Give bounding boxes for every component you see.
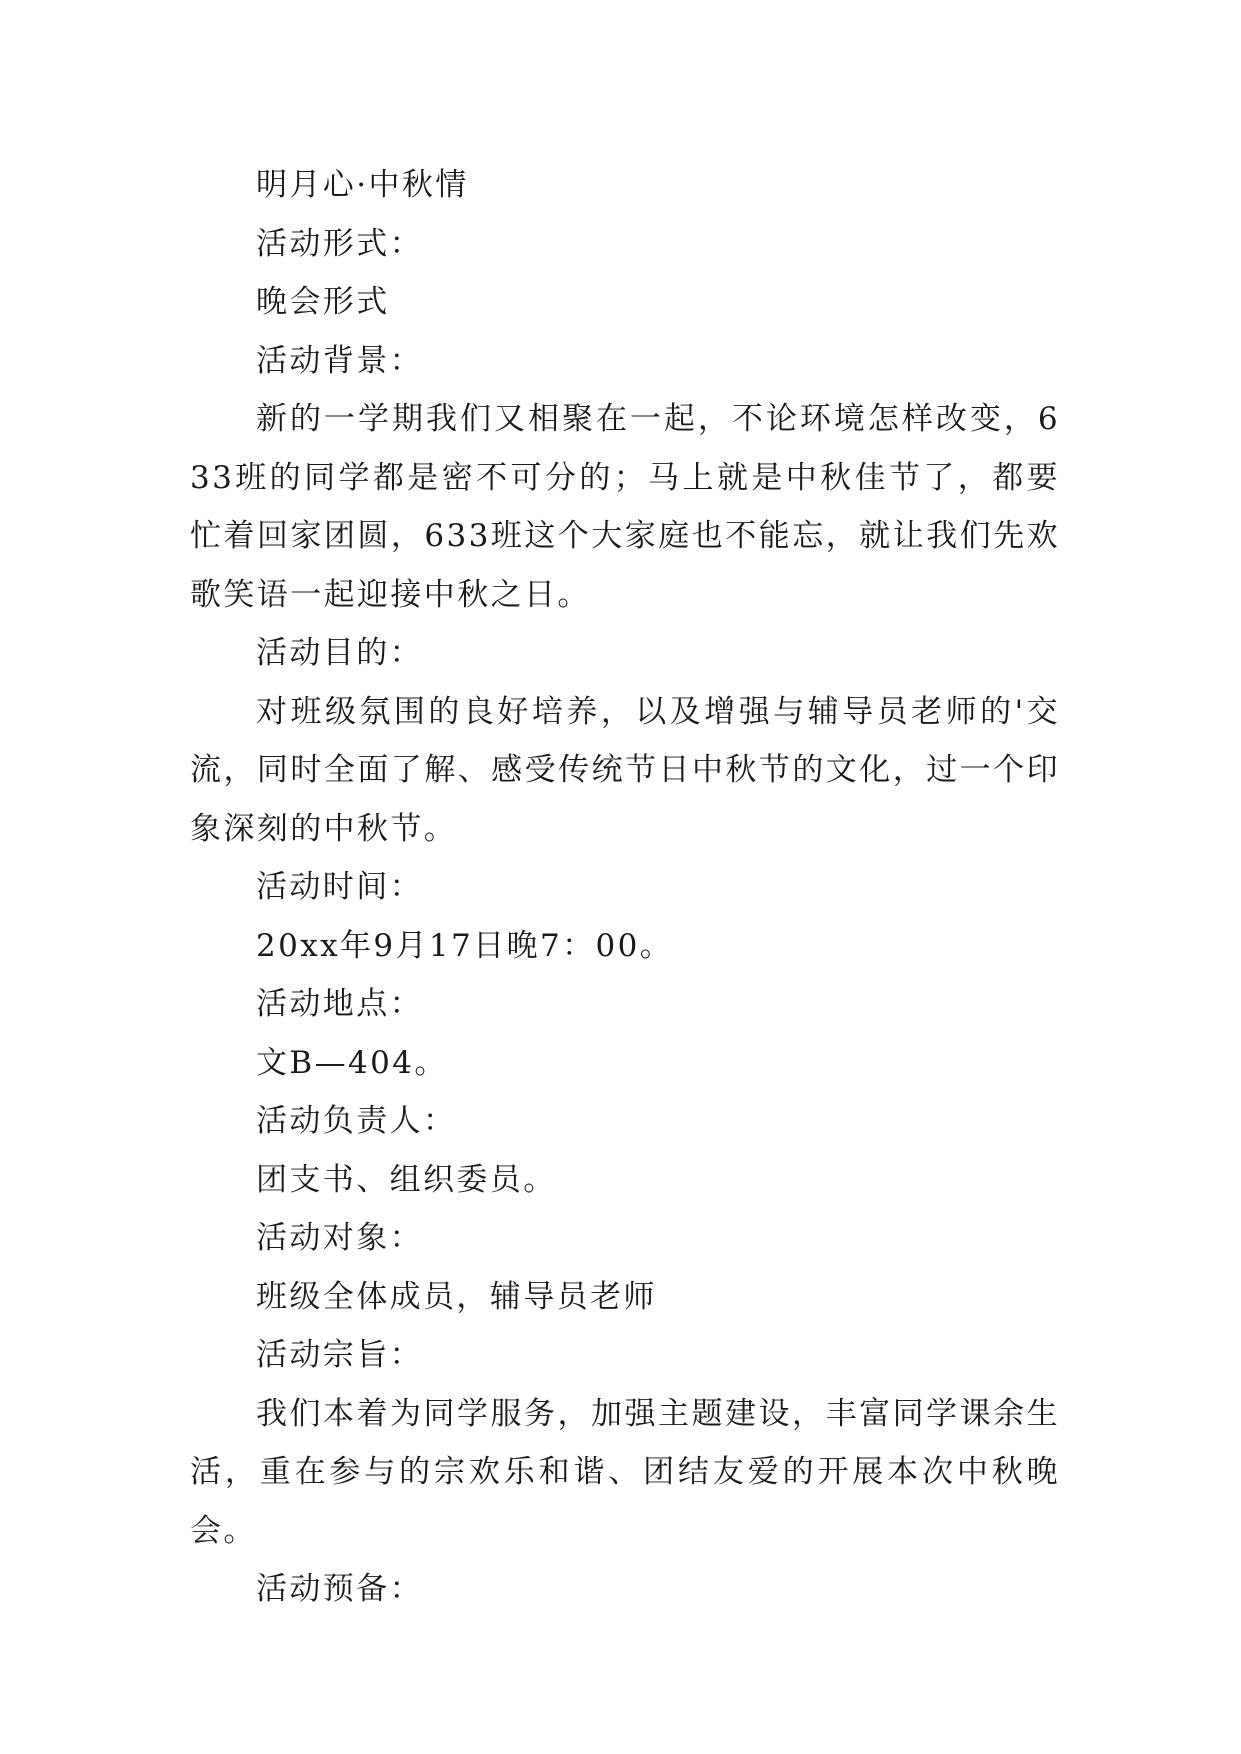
heading-activity-purpose-statement: 活动宗旨： (256, 1337, 423, 1373)
paragraph-activity-purpose-statement: 我们本着为同学服务，加强主题建设，丰富同学课余生活，重在参与的宗欢乐和谐、团结友爱的开展本次中秋晚会。 (190, 1395, 1060, 1549)
heading-activity-leader: 活动负责人： (256, 1103, 457, 1139)
heading-activity-form: 活动形式： (256, 225, 423, 262)
paragraph-activity-form: 晚会形式 (256, 284, 390, 320)
paragraph-activity-audience: 班级全体成员，辅导员老师 (256, 1278, 657, 1315)
paragraph-activity-location: 文B—404。 (256, 1044, 448, 1081)
heading-activity-preparation: 活动预备： (256, 1571, 423, 1607)
document-body (190, 156, 1060, 1619)
heading-activity-location: 活动地点： (256, 986, 423, 1022)
heading-activity-audience: 活动对象： (256, 1220, 423, 1256)
heading-activity-purpose: 活动目的： (256, 635, 423, 671)
paragraph-activity-background: 新的一学期我们又相聚在一起，不论环境怎样改变，633班的同学都是密不可分的；马上就是中秋佳节了，都要忙着回家团圆，633班这个大家庭也不能忘，就让我们先欢歌笑语一起迎接中秋之日。 (190, 401, 1060, 613)
paragraph-activity-leader: 团支书、组织委员。 (256, 1161, 557, 1198)
paragraph-activity-time: 20xx年9月17日晚7：00。 (256, 927, 674, 964)
paragraph-activity-purpose: 对班级氛围的良好培养，以及增强与辅导员老师的'交流，同时全面了解、感受传统节日中秋节的文化，过一个印象深刻的中秋节。 (190, 693, 1060, 847)
heading-activity-time: 活动时间： (256, 869, 423, 905)
heading-activity-background: 活动背景： (256, 342, 423, 379)
paragraph-title: 明月心·中秋情 (256, 167, 469, 203)
